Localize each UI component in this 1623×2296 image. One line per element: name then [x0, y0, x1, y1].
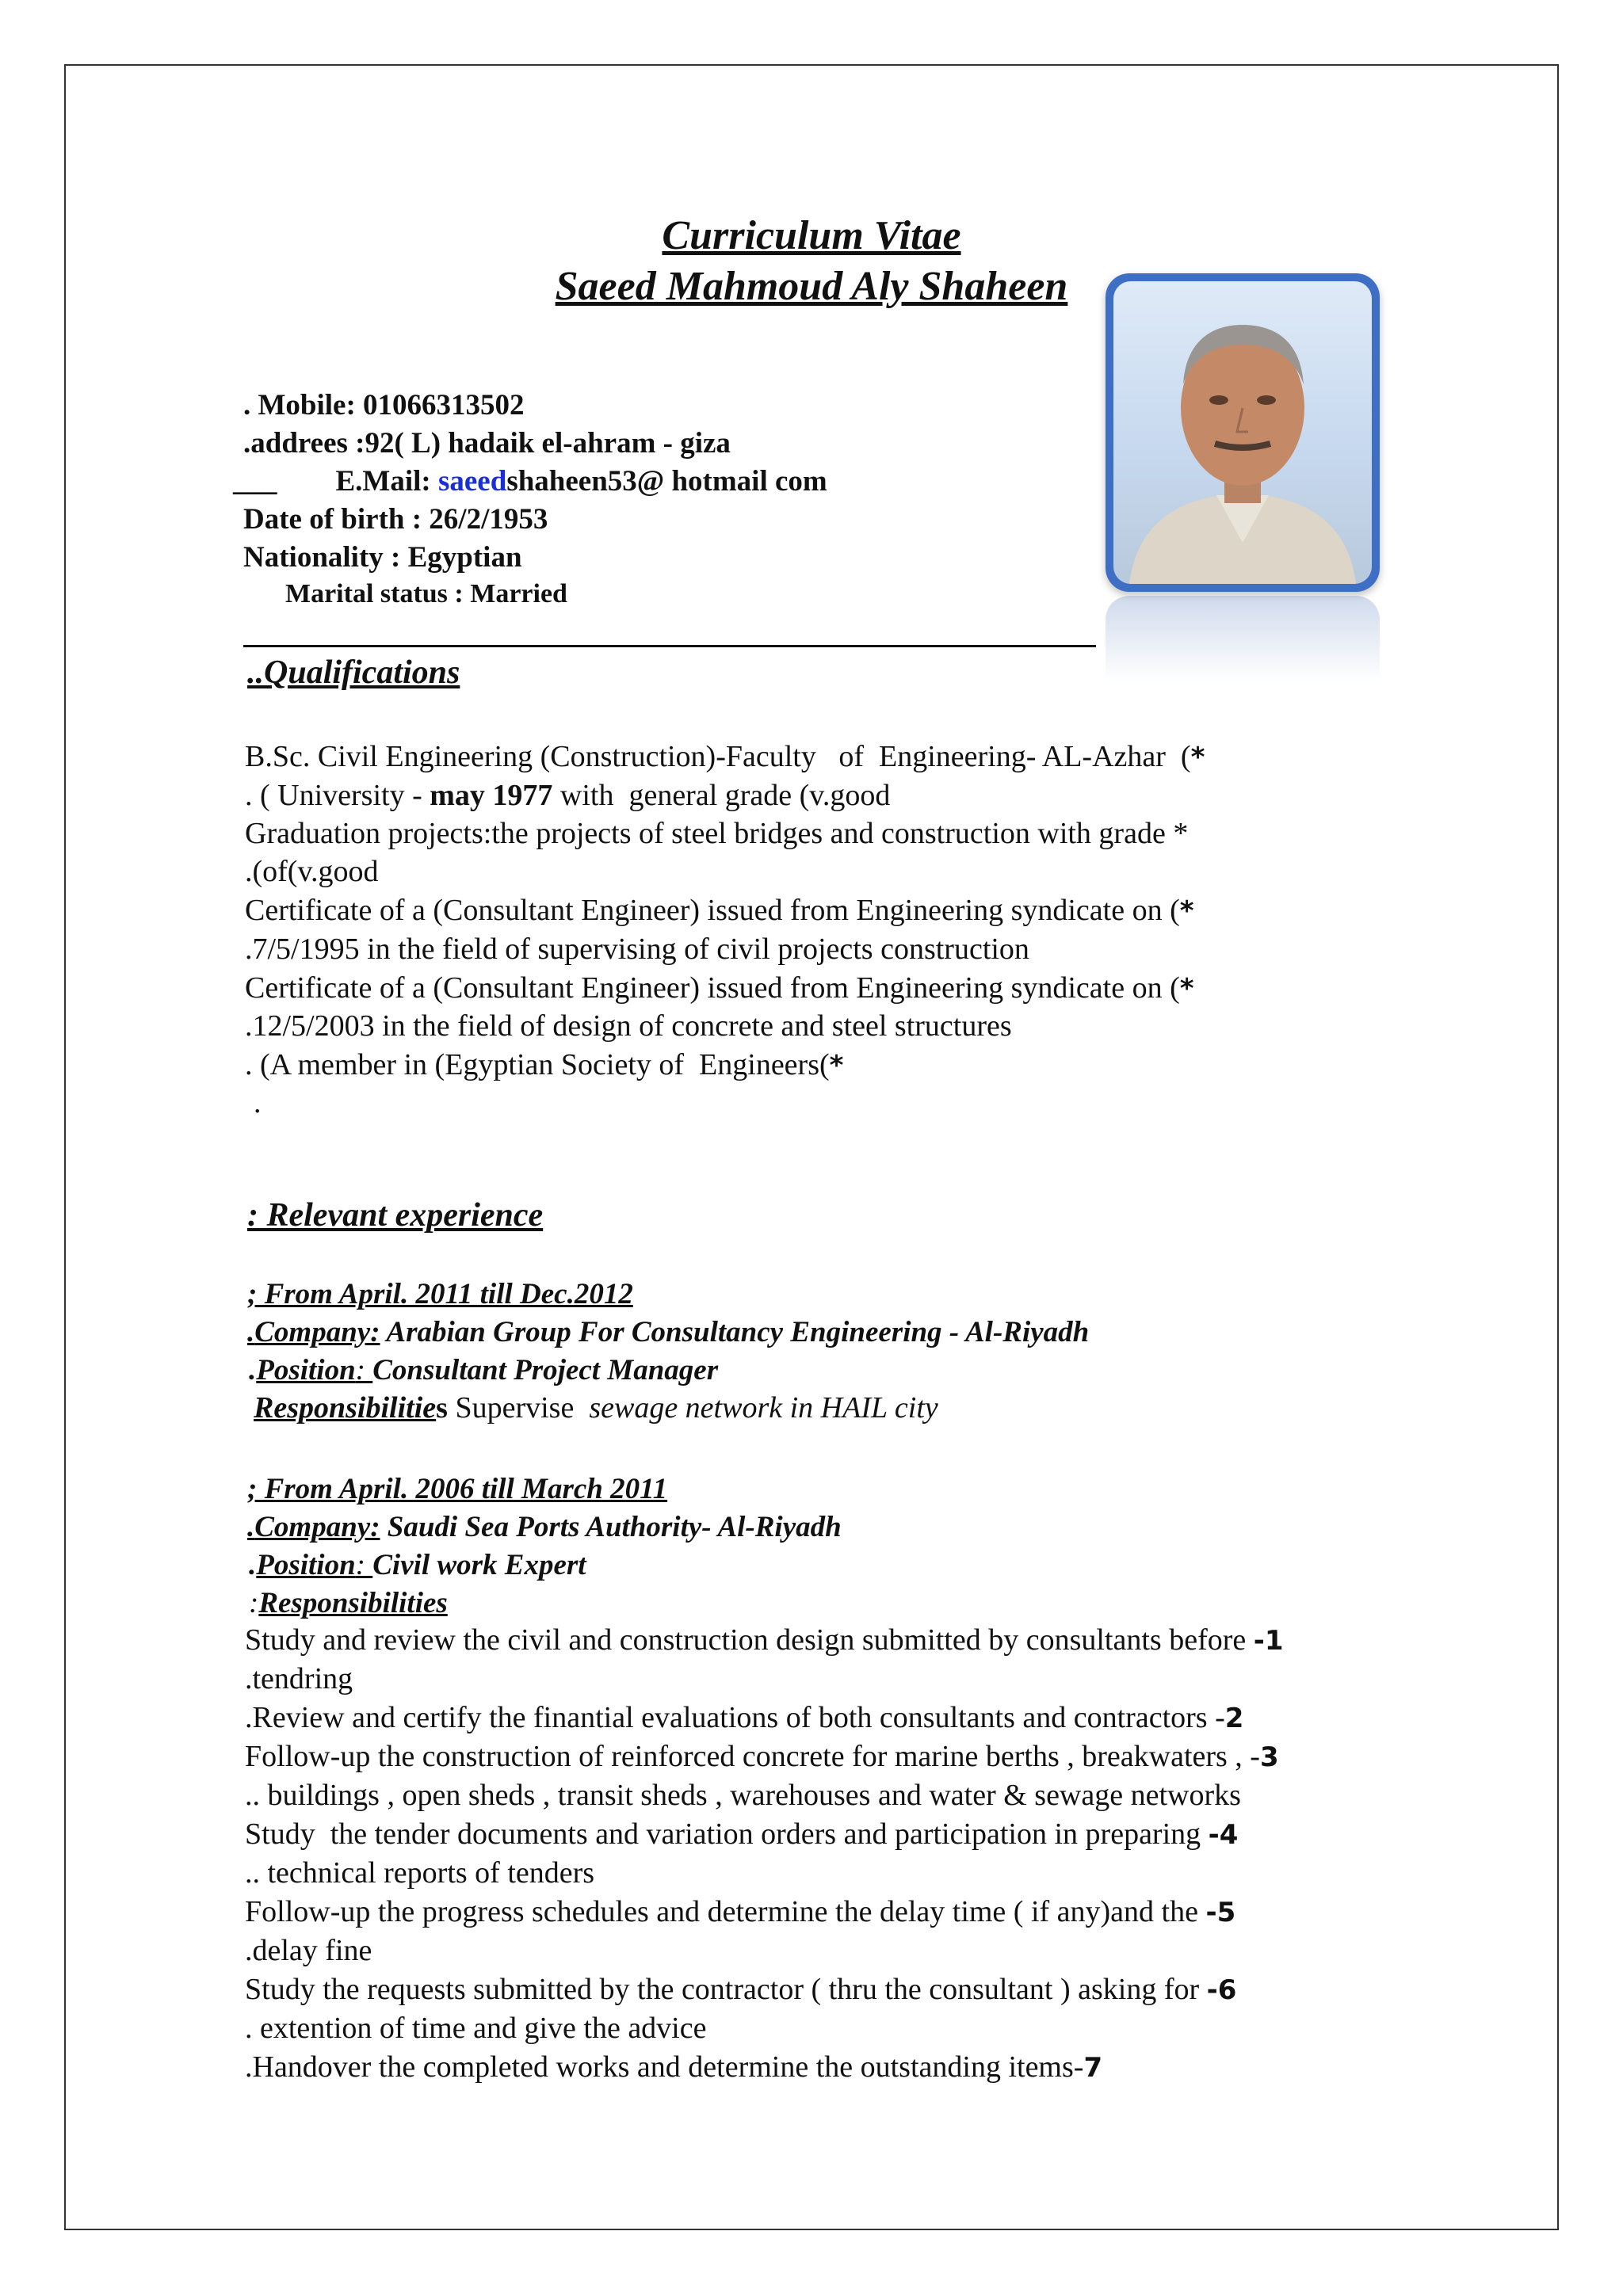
- qual-line: .12/5/2003 in the field of design of concrete and steel structures: [245, 1009, 1012, 1043]
- resp-item-text: Study the requests submitted by the contractor ( thru the consultant ) asking for: [245, 1973, 1207, 2006]
- nationality-line: Nationality : Egyptian: [243, 541, 522, 574]
- mobile-line: . Mobile: 01066313502: [243, 389, 525, 421]
- dob-line: Date of birth : 26/2/1953: [243, 503, 548, 536]
- resp-label-s: s: [436, 1391, 448, 1425]
- document-title: Curriculum Vitae: [662, 213, 961, 258]
- photo-reflection: [1106, 596, 1380, 691]
- qual-line: [245, 1047, 843, 1082]
- resp-item-text: .Handover the completed works and determine the outstanding items-: [245, 2050, 1084, 2084]
- address-line: .addrees :92( L) hadaik el-ahram - giza: [243, 427, 731, 460]
- qual-line: [245, 971, 1194, 1005]
- resp-item-number: -6: [1206, 1974, 1237, 2006]
- resp-item: . extention of time and give the advice: [245, 2012, 707, 2045]
- qual-line: Graduation projects:the projects of steel bridges and construction with grade *: [245, 817, 1189, 850]
- company-label: Company:: [254, 1511, 380, 1543]
- qual-line: .7/5/1995 in the field of supervising of civil projects construction: [245, 933, 1029, 966]
- company-name: Saudi Sea Ports Authority- Al-Riyadh: [380, 1511, 842, 1543]
- qual-line: [245, 893, 1194, 928]
- position-title: Civil work Expert: [372, 1549, 586, 1581]
- resp-item: .delay fine: [245, 1934, 372, 1967]
- section-divider: [243, 645, 1096, 647]
- company-name: Arabian Group For Consultancy Engineering - Al-Riyadh: [380, 1316, 1090, 1348]
- bullet-star: *: [829, 1050, 844, 1081]
- job2-company: [247, 1510, 842, 1544]
- qual-line: .: [254, 1086, 262, 1119]
- bullet-star: *: [1190, 742, 1205, 773]
- resp-item: [245, 1739, 1279, 1774]
- email-rest: shaheen53@ hotmail com: [506, 465, 827, 498]
- resp-item: [245, 1623, 1284, 1657]
- resp-item-number: -4: [1208, 1819, 1239, 1851]
- job2-period: ; From April. 2006 till March 2011: [247, 1473, 668, 1505]
- resp-colon: :: [249, 1587, 259, 1619]
- resp-item: [245, 1972, 1236, 2007]
- resp-item: .. technical reports of tenders: [245, 1856, 595, 1890]
- qualifications-heading: ..Qualifications: [247, 654, 460, 691]
- company-dot: .: [247, 1316, 255, 1348]
- job1-responsibilities: [254, 1390, 938, 1425]
- resp-item-number: 3: [1259, 1741, 1279, 1773]
- resp-item: .tendring: [245, 1662, 353, 1695]
- resp-item-number: -1: [1253, 1625, 1284, 1657]
- marital-line: Marital status : Married: [285, 579, 567, 608]
- resp-text: Supervise: [447, 1391, 590, 1425]
- candidate-name: Saeed Mahmoud Aly Shaheen: [555, 264, 1068, 309]
- resp-item-number: -5: [1205, 1897, 1236, 1928]
- resp-item: [245, 1894, 1235, 1929]
- qual-line: [245, 778, 890, 813]
- bullet-star: *: [1179, 973, 1194, 1005]
- profile-photo: [1113, 281, 1372, 584]
- resp-item: .. buildings , open sheds , transit sheds , warehouses and water & sewage networks: [245, 1779, 1241, 1812]
- qual-date: may 1977: [430, 779, 553, 812]
- qual-text: . (A member in (Egyptian Society of Engineers(: [245, 1048, 830, 1081]
- resp-item-text: Follow-up the progress schedules and determine the delay time ( if any)and the: [245, 1895, 1206, 1928]
- qual-text: . ( University -: [245, 779, 430, 812]
- resp-item-text: .Review and certify the finantial evaluations of both consultants and contractors -: [245, 1701, 1225, 1734]
- position-colon: :: [355, 1354, 373, 1386]
- job2-resp-heading: [249, 1586, 448, 1620]
- resp-detail: sewage network in HAIL city: [589, 1391, 938, 1425]
- qual-line: .(of(v.good: [245, 855, 379, 888]
- qual-text: B.Sc. Civil Engineering (Construction)-Faculty of Engineering- AL-Azhar (: [245, 740, 1191, 773]
- profile-photo-frame: [1106, 273, 1380, 592]
- experience-heading: : Relevant experience: [247, 1197, 544, 1234]
- email-label: ___ E.Mail:: [233, 465, 438, 498]
- position-title: Consultant Project Manager: [372, 1354, 719, 1386]
- job1-period: ; From April. 2011 till Dec.2012: [247, 1278, 633, 1310]
- job2-position: [249, 1548, 586, 1582]
- email-link-user[interactable]: saeed: [437, 465, 507, 498]
- position-label: Position: [256, 1549, 356, 1581]
- resp-item-number: 7: [1083, 2052, 1103, 2084]
- resp-item-text: Follow-up the construction of reinforced concrete for marine berths , breakwaters , -: [245, 1740, 1260, 1773]
- resp-item: [245, 1817, 1238, 1852]
- qual-text: with general grade (v.good: [552, 779, 891, 812]
- company-label: Company:: [254, 1316, 380, 1348]
- job1-company: [247, 1315, 1089, 1349]
- qual-line: [245, 739, 1205, 774]
- resp-item-text: Study and review the civil and construction design submitted by consultants before: [245, 1623, 1254, 1657]
- resp-item-text: Study the tender documents and variation orders and participation in preparing: [245, 1817, 1209, 1851]
- position-label: Position: [256, 1354, 356, 1386]
- resp-item-number: 2: [1224, 1703, 1244, 1734]
- email-line: [233, 464, 827, 498]
- qual-text: Certificate of a (Consultant Engineer) issued from Engineering syndicate on (: [245, 894, 1180, 927]
- resp-item: [245, 2050, 1102, 2084]
- qual-text: Certificate of a (Consultant Engineer) issued from Engineering syndicate on (: [245, 971, 1180, 1005]
- job1-position: [249, 1353, 718, 1387]
- resp-label: Responsibilitie: [254, 1391, 437, 1425]
- resp-item: [245, 1700, 1243, 1735]
- position-dot: .: [249, 1354, 257, 1386]
- position-colon: :: [355, 1549, 373, 1581]
- resp-label: Responsibilities: [258, 1587, 448, 1619]
- company-dot: .: [247, 1511, 255, 1543]
- position-dot: .: [249, 1549, 257, 1581]
- bullet-star: *: [1179, 895, 1194, 927]
